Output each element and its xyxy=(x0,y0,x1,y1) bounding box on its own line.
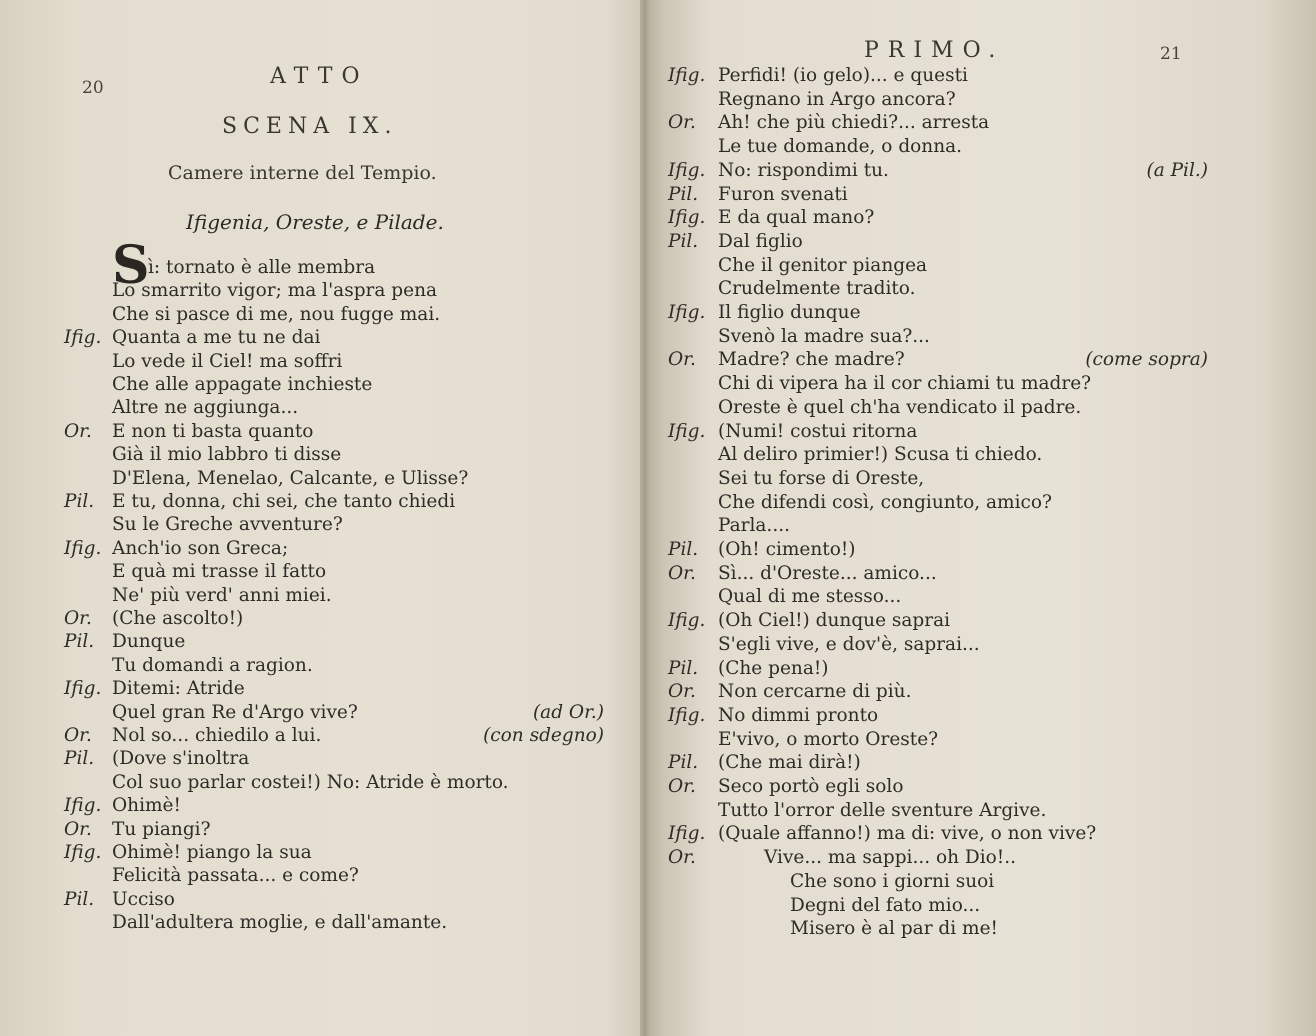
speaker-label: Ifig. xyxy=(668,302,706,323)
verse-line: Quanta a me tu ne dai xyxy=(112,327,321,349)
running-head-right: PRIMO. xyxy=(864,38,1005,63)
speaker-label: Ifig. xyxy=(668,420,706,442)
speaker-label: Or. xyxy=(64,608,92,629)
speaker-label: Ifig. xyxy=(668,159,706,181)
verse-line: Ohimè! xyxy=(112,795,181,817)
verse-line: E non ti basta quanto xyxy=(112,420,314,442)
verse-line: Nol so... chiedilo a lui. xyxy=(112,725,322,746)
verse-line: Che il genitor piangea xyxy=(718,254,928,276)
speaker-label: Or. xyxy=(668,681,696,703)
left-page xyxy=(0,0,640,1036)
verse-line: Vive... ma sappi... oh Dio!.. xyxy=(764,847,1016,869)
speaker-label: Pil. xyxy=(668,230,699,252)
verse-line: Felicità passata... e come? xyxy=(112,865,359,887)
verse-line: E da qual mano? xyxy=(718,207,875,229)
speaker-label: Ifig. xyxy=(64,795,102,817)
speaker-label: Pil. xyxy=(668,539,699,560)
stage-direction: (ad Or.) xyxy=(532,701,604,723)
scene-setting: Camere interne del Tempio. xyxy=(168,162,437,184)
verse-line: Quel gran Re d'Argo vive? xyxy=(112,701,358,723)
verse-line: No dimmi pronto xyxy=(718,704,879,726)
verse-line: (Dove s'inoltra xyxy=(112,748,250,770)
verse-line: Sì... d'Oreste... amico... xyxy=(718,562,937,584)
verse-line: Che alle appagate inchieste xyxy=(112,374,373,395)
page-number-left: 20 xyxy=(82,78,104,98)
speaker-label: Ifig. xyxy=(64,842,102,863)
verse-line: E'vivo, o morto Oreste? xyxy=(718,728,939,750)
verse-line: Dall'adultera moglie, e dall'amante. xyxy=(112,912,448,934)
verse-line: Su le Greche avventure? xyxy=(112,514,343,536)
speaker-label: Ifig. xyxy=(668,610,706,632)
scene-heading: SCENA IX. xyxy=(222,114,398,139)
verse-line: Il figlio dunque xyxy=(718,302,861,323)
drop-cap: S xyxy=(112,235,150,296)
verse-line: Tutto l'orror delle sventure Argive. xyxy=(718,799,1047,821)
verse-line: (Quale affanno!) ma di: vive, o non vive? xyxy=(718,823,1097,845)
speaker-label: Ifig. xyxy=(668,207,706,229)
speaker-label: Or. xyxy=(668,112,696,134)
verse-line: Madre? che madre? xyxy=(718,349,905,371)
verse-line: (Che ascolto!) xyxy=(112,608,244,629)
verse-line: Altre ne aggiunga... xyxy=(112,397,299,419)
verse-line: Che difendi così, congiunto, amico? xyxy=(718,491,1052,513)
speaker-label: Ifig. xyxy=(64,678,102,700)
verse-line: (Che pena!) xyxy=(718,657,829,679)
verse-line: Chi di vipera ha il cor chiami tu madre? xyxy=(718,373,1092,395)
speaker-label: Pil. xyxy=(668,752,699,774)
verse-line: No: rispondimi tu. xyxy=(718,159,889,181)
verse-line: Ah! che più chiedi?... arresta xyxy=(718,112,990,134)
verse-line: Oreste è quel ch'ha vendicato il padre. xyxy=(718,396,1082,418)
speaker-label: Pil. xyxy=(64,631,95,653)
speaker-label: Ifig. xyxy=(668,65,706,86)
verse-line: (Che mai dirà!) xyxy=(718,752,861,774)
verse-line: Che si pasce di me, nou fugge mai. xyxy=(112,303,441,325)
running-head-left: ATTO xyxy=(270,64,369,89)
right-page xyxy=(648,0,1316,1036)
verse-line: Perfidi! (io gelo)... e questi xyxy=(718,65,968,86)
speaker-label: Pil. xyxy=(668,183,699,205)
verse-line: Anch'io son Greca; xyxy=(112,537,289,559)
verse-line: Ne' più verd' anni miei. xyxy=(112,584,332,606)
verse-line: Non cercarne di più. xyxy=(718,681,912,703)
speaker-label: Pil. xyxy=(64,888,95,910)
speaker-label: Pil. xyxy=(64,748,95,770)
verse-line: E tu, donna, chi sei, che tanto chiedi xyxy=(112,491,456,512)
verse-line: Lo vede il Ciel! ma soffri xyxy=(112,350,343,372)
speaker-label: Ifig. xyxy=(64,537,102,559)
verse-line: Ohimè! piango la sua xyxy=(112,842,312,863)
verse-line: Ditemi: Atride xyxy=(112,678,245,700)
stage-direction: (con sdegno) xyxy=(483,725,604,746)
verse-line: (Numi! costui ritorna xyxy=(718,420,918,442)
verse-line: Furon svenati xyxy=(718,183,848,205)
speaker-label: Or. xyxy=(668,776,696,797)
verse-line: Svenò la madre sua?... xyxy=(718,325,930,347)
verse-line: Col suo parlar costei!) No: Atride è morto. xyxy=(112,771,509,793)
verse-line: Al deliro primier!) Scusa ti chiedo. xyxy=(718,444,1043,466)
stage-direction: (a Pil.) xyxy=(1146,159,1208,181)
verse-line: Che sono i giorni suoi xyxy=(790,870,995,892)
speaker-label: Ifig. xyxy=(668,704,706,726)
verse-line: S'egli vive, e dov'è, saprai... xyxy=(718,633,980,655)
verse-line: Misero è al par di me! xyxy=(790,918,998,940)
speaker-label: Or. xyxy=(64,420,92,442)
speaker-label: Or. xyxy=(668,847,696,869)
verse-line: D'Elena, Menelao, Calcante, e Ulisse? xyxy=(112,467,469,489)
speaker-label: Pil. xyxy=(64,491,95,512)
verse-line: Crudelmente tradito. xyxy=(718,278,916,300)
page-number-right: 21 xyxy=(1160,44,1182,64)
verse-line: Qual di me stesso... xyxy=(718,586,902,608)
speaker-label: Or. xyxy=(668,349,696,371)
speaker-label: Pil. xyxy=(668,657,699,679)
verse-line: Tu domandi a ragion. xyxy=(112,654,313,676)
verse-line: Parla.... xyxy=(718,515,790,537)
verse-line: Le tue domande, o donna. xyxy=(718,136,963,158)
verse-line: ì: tornato è alle membra xyxy=(148,257,376,278)
speaker-label: Ifig. xyxy=(668,823,706,845)
verse-line: Dal figlio xyxy=(718,230,803,252)
verse-line: (Oh! cimento!) xyxy=(718,539,856,560)
speaker-label: Ifig. xyxy=(64,327,102,349)
verse-line: Già il mio labbro ti disse xyxy=(112,444,342,466)
stage-direction: (come sopra) xyxy=(1085,349,1208,371)
verse-line: Ucciso xyxy=(112,888,175,910)
speaker-label: Or. xyxy=(668,562,696,584)
verse-line: Regnano in Argo ancora? xyxy=(718,88,956,110)
verse-line: (Oh Ciel!) dunque saprai xyxy=(718,610,951,632)
verse-line: Lo smarrito vigor; ma l'aspra pena xyxy=(112,280,438,302)
speaker-label: Or. xyxy=(64,818,92,840)
verse-line: Tu piangi? xyxy=(112,818,211,840)
verse-line: Seco portò egli solo xyxy=(718,776,904,797)
verse-line: E quà mi trasse il fatto xyxy=(112,561,327,583)
verse-line: Dunque xyxy=(112,631,186,653)
character-list: Ifigenia, Oreste, e Pilade. xyxy=(186,210,444,234)
verse-line: Degni del fato mio... xyxy=(790,894,981,916)
speaker-label: Or. xyxy=(64,725,92,746)
verse-line: Sei tu forse di Oreste, xyxy=(718,467,925,489)
